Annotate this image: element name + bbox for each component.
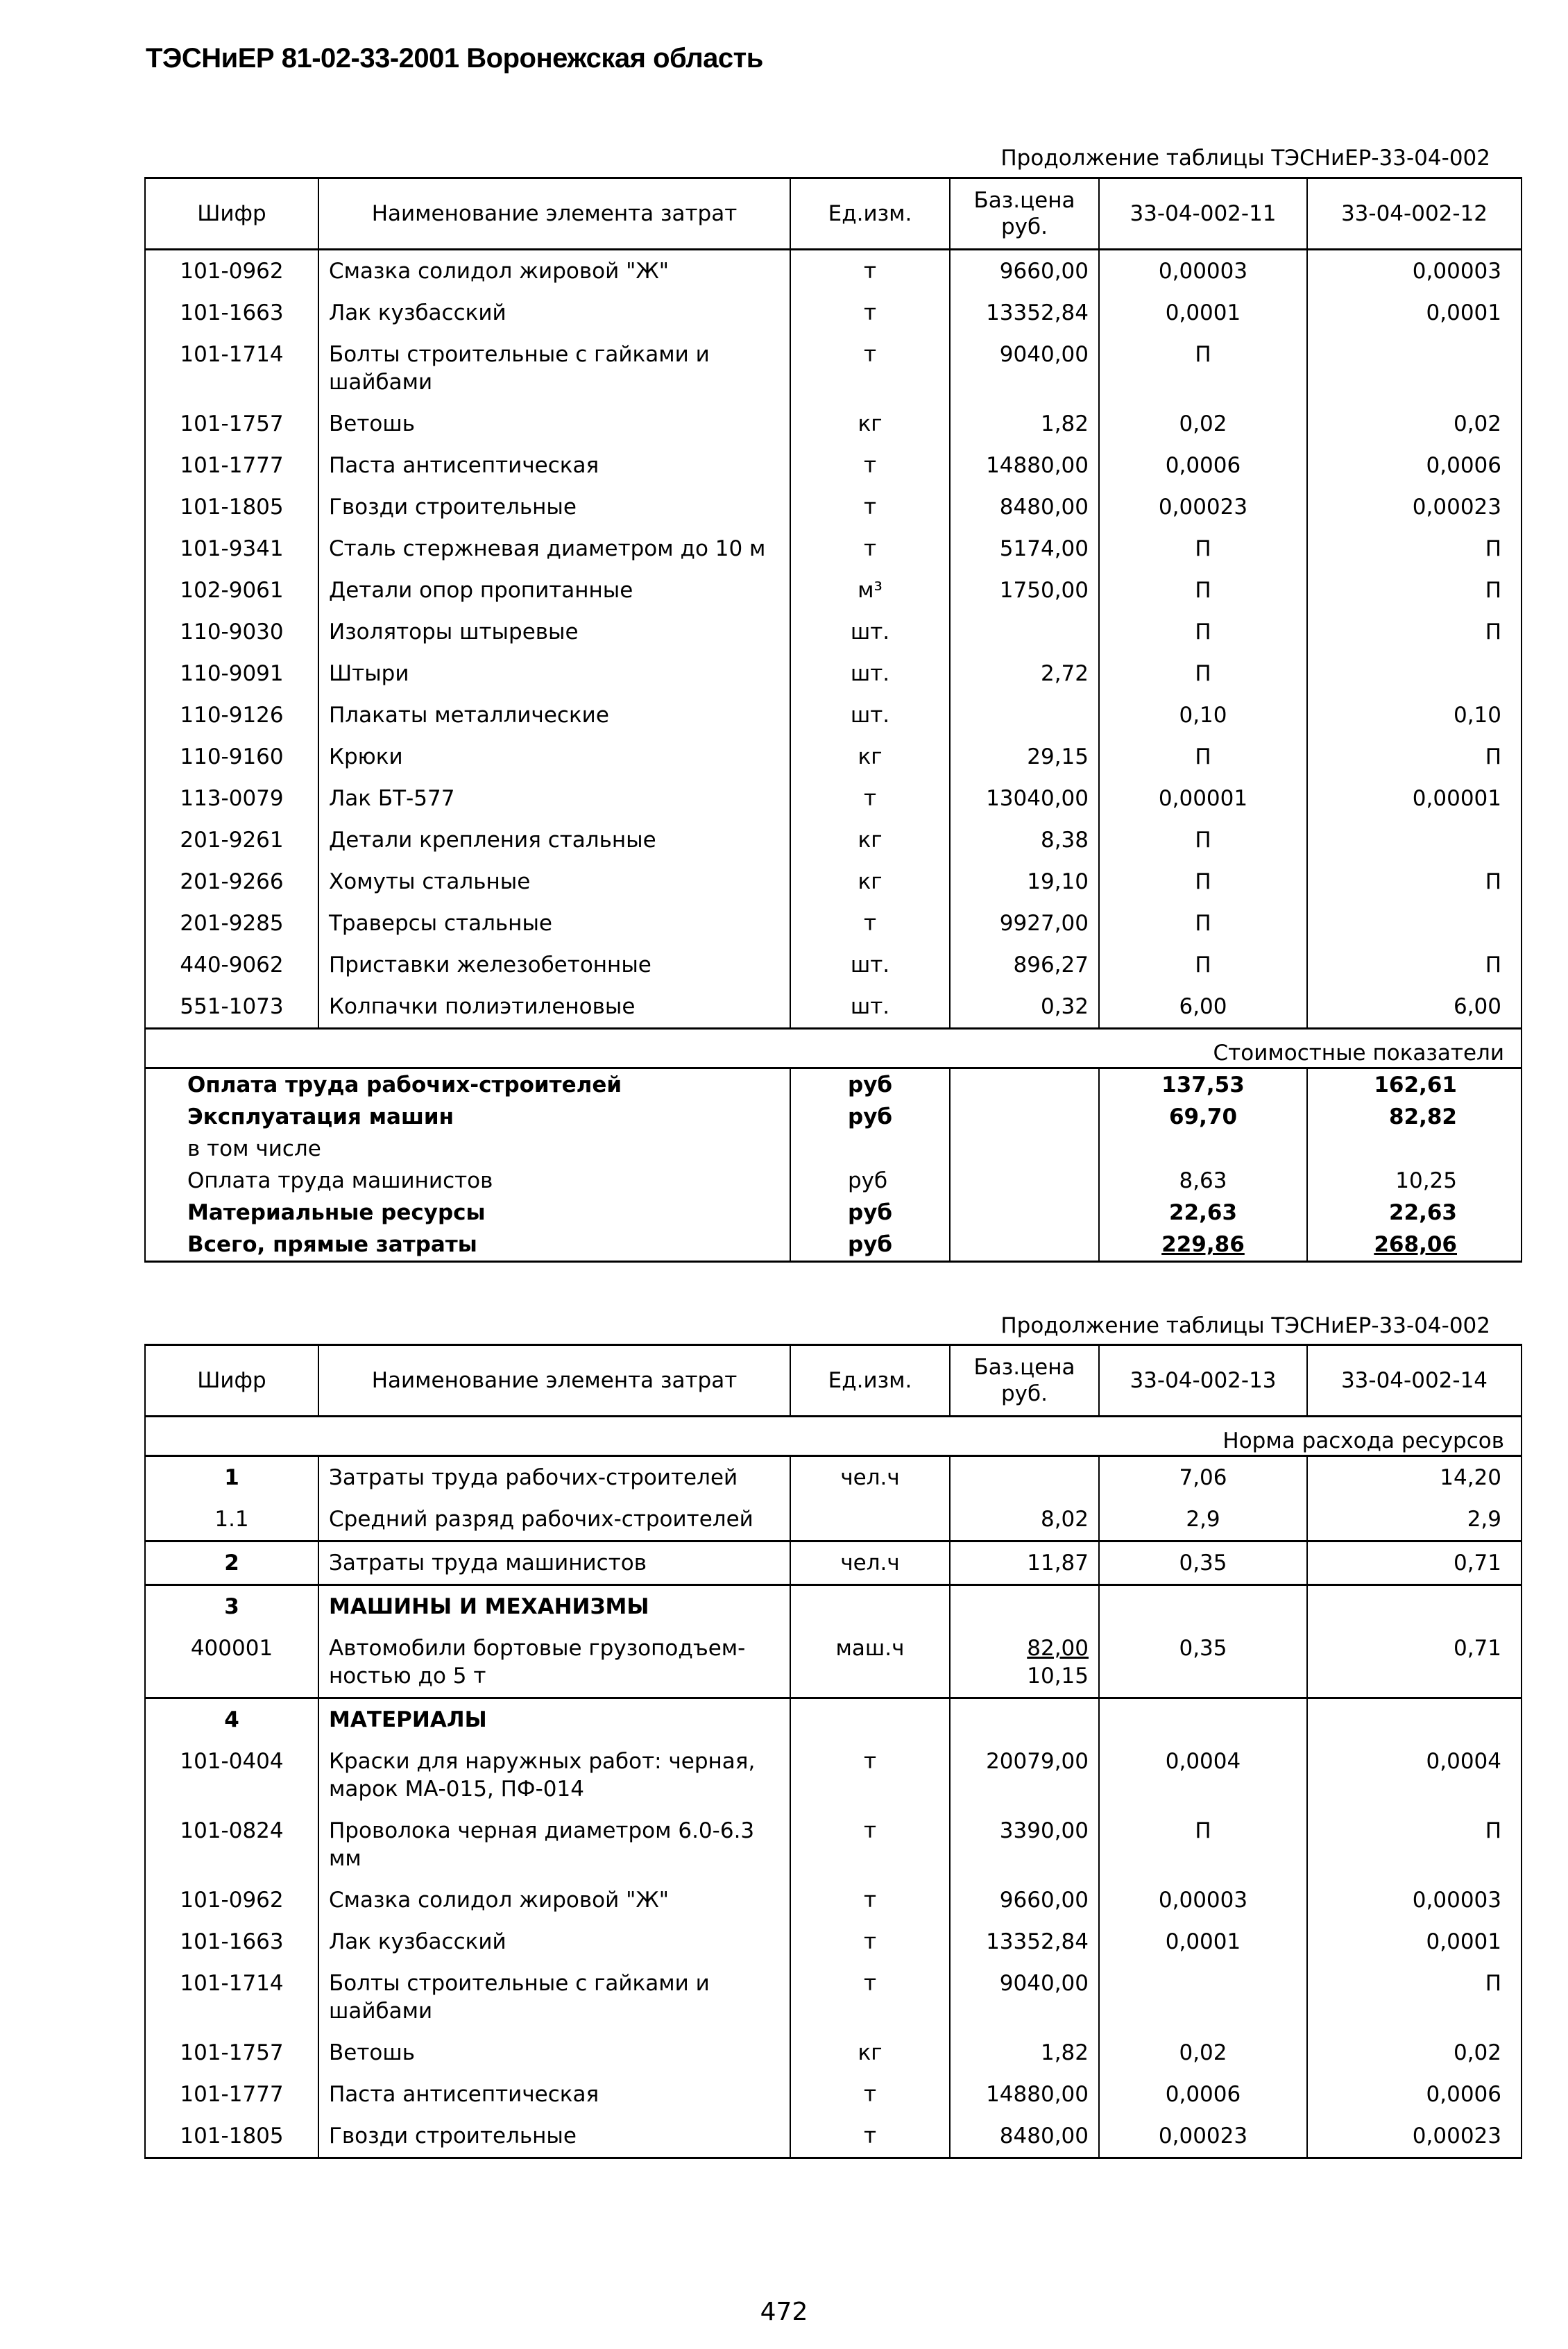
cell-code: 101-1757 bbox=[145, 2032, 318, 2074]
cell-code: 101-1757 bbox=[145, 403, 318, 445]
resource-table-2 bbox=[144, 1344, 1522, 2159]
cell-code: 201-9266 bbox=[145, 861, 318, 903]
cost-value-b bbox=[1307, 1133, 1522, 1165]
cell-name: Затраты труда машинистов bbox=[318, 1541, 790, 1585]
cell-price: 20079,00 bbox=[950, 1741, 1099, 1810]
header-price-line2: руб. bbox=[1001, 1381, 1048, 1406]
cell-value-a: 0,35 bbox=[1099, 1628, 1307, 1698]
cell-value-b bbox=[1307, 819, 1522, 861]
cell-value-a: 0,00023 bbox=[1099, 2115, 1307, 2158]
cell-value-b: 0,0006 bbox=[1307, 445, 1522, 486]
table-row bbox=[145, 819, 1522, 861]
cell-unit: т bbox=[790, 1963, 950, 2032]
cell-name: МАТЕРИАЛЫ bbox=[318, 1698, 790, 1741]
cell-value-b bbox=[1307, 1698, 1522, 1741]
cell-code: 1 bbox=[145, 1456, 318, 1499]
cell-value-b bbox=[1307, 334, 1522, 403]
cell-code: 101-1777 bbox=[145, 445, 318, 486]
cost-name: Материальные ресурсы bbox=[145, 1197, 790, 1229]
resource-table-1 bbox=[144, 177, 1522, 1263]
cell-price: 9040,00 bbox=[950, 334, 1099, 403]
cost-value-b: 10,25 bbox=[1307, 1165, 1522, 1197]
cost-name: Эксплуатация машин bbox=[145, 1101, 790, 1133]
table-row bbox=[145, 2032, 1522, 2074]
cell-value-a: 0,00003 bbox=[1099, 250, 1307, 293]
cell-value-a: 0,0004 bbox=[1099, 1741, 1307, 1810]
cell-code: 551-1073 bbox=[145, 986, 318, 1029]
cell-name: Автомобили бортовые грузоподъем-ностью до 5 т bbox=[318, 1628, 790, 1698]
cell-value-a: 0,10 bbox=[1099, 694, 1307, 736]
cell-unit: т bbox=[790, 486, 950, 528]
cell-price: 9660,00 bbox=[950, 1879, 1099, 1921]
cell-code: 101-0824 bbox=[145, 1810, 318, 1879]
cell-code: 101-0962 bbox=[145, 250, 318, 293]
table-row bbox=[145, 445, 1522, 486]
cell-code: 102-9061 bbox=[145, 570, 318, 611]
cell-value-a: 0,0001 bbox=[1099, 292, 1307, 334]
table-row bbox=[145, 1456, 1522, 1499]
cell-name: Лак кузбасский bbox=[318, 1921, 790, 1963]
cell-price bbox=[950, 1628, 1099, 1698]
cell-unit: шт. bbox=[790, 944, 950, 986]
cell-name: Ветошь bbox=[318, 403, 790, 445]
cell-price: 13352,84 bbox=[950, 292, 1099, 334]
table-header-row bbox=[145, 178, 1522, 250]
cell-value-a: 0,0006 bbox=[1099, 2074, 1307, 2115]
cell-value-a: П bbox=[1099, 653, 1307, 694]
cost-unit: руб bbox=[790, 1101, 950, 1133]
cell-price: 0,32 bbox=[950, 986, 1099, 1029]
cell-code: 201-9261 bbox=[145, 819, 318, 861]
cell-value-a: П bbox=[1099, 528, 1307, 570]
cell-value-b: П bbox=[1307, 611, 1522, 653]
cost-value-b: 82,82 bbox=[1307, 1101, 1522, 1133]
cell-price: 13040,00 bbox=[950, 778, 1099, 819]
cell-value-b: 0,00023 bbox=[1307, 486, 1522, 528]
cell-code: 3 bbox=[145, 1585, 318, 1628]
cell-unit: шт. bbox=[790, 986, 950, 1029]
cell-value-b: 0,00023 bbox=[1307, 2115, 1522, 2158]
cell-value-a: 2,9 bbox=[1099, 1498, 1307, 1541]
cell-price bbox=[950, 611, 1099, 653]
table-row bbox=[145, 2074, 1522, 2115]
cost-unit bbox=[790, 1133, 950, 1165]
cell-value-b: 0,0006 bbox=[1307, 2074, 1522, 2115]
cost-price bbox=[950, 1229, 1099, 1262]
cell-unit: кг bbox=[790, 861, 950, 903]
cell-value-b: 0,71 bbox=[1307, 1541, 1522, 1585]
table-row bbox=[145, 292, 1522, 334]
cell-price bbox=[950, 1585, 1099, 1628]
cell-name: Детали опор пропитанные bbox=[318, 570, 790, 611]
cell-unit: т bbox=[790, 903, 950, 944]
cell-unit: т bbox=[790, 292, 950, 334]
table-row bbox=[145, 1921, 1522, 1963]
cell-unit: чел.ч bbox=[790, 1456, 950, 1499]
cost-name: в том числе bbox=[145, 1133, 790, 1165]
cell-price: 9927,00 bbox=[950, 903, 1099, 944]
cell-value-a: 0,0006 bbox=[1099, 445, 1307, 486]
cell-unit: шт. bbox=[790, 694, 950, 736]
cell-code: 101-1663 bbox=[145, 1921, 318, 1963]
table-row bbox=[145, 1879, 1522, 1921]
cell-unit: кг bbox=[790, 736, 950, 778]
cell-code: 110-9030 bbox=[145, 611, 318, 653]
header-price bbox=[950, 1345, 1099, 1417]
cell-value-b: 0,71 bbox=[1307, 1628, 1522, 1698]
cost-value-a: 69,70 bbox=[1099, 1101, 1307, 1133]
table-row bbox=[145, 1963, 1522, 2032]
cell-code: 440-9062 bbox=[145, 944, 318, 986]
table-continuation-caption: Продолжение таблицы ТЭСНиЕР-33-04-002 bbox=[1000, 1313, 1490, 1338]
cell-code: 101-0404 bbox=[145, 1741, 318, 1810]
cell-unit: чел.ч bbox=[790, 1541, 950, 1585]
cost-unit: руб bbox=[790, 1229, 950, 1262]
cell-price: 11,87 bbox=[950, 1541, 1099, 1585]
cell-name: Затраты труда рабочих-строителей bbox=[318, 1456, 790, 1499]
table-continuation-caption: Продолжение таблицы ТЭСНиЕР-33-04-002 bbox=[1000, 146, 1490, 171]
table-row bbox=[145, 2115, 1522, 2158]
cell-price bbox=[950, 1456, 1099, 1499]
cell-unit: т bbox=[790, 528, 950, 570]
cell-value-b: 0,10 bbox=[1307, 694, 1522, 736]
cell-value-a: П bbox=[1099, 861, 1307, 903]
cell-unit: кг bbox=[790, 819, 950, 861]
cell-price: 3390,00 bbox=[950, 1810, 1099, 1879]
cell-unit: т bbox=[790, 445, 950, 486]
cost-unit: руб bbox=[790, 1068, 950, 1102]
cell-unit: шт. bbox=[790, 653, 950, 694]
header-code: Шифр bbox=[145, 178, 318, 250]
cell-value-b: П bbox=[1307, 944, 1522, 986]
section-label-row bbox=[145, 1029, 1522, 1068]
cell-name: Паста антисептическая bbox=[318, 445, 790, 486]
table-row bbox=[145, 570, 1522, 611]
cell-name: Лак кузбасский bbox=[318, 292, 790, 334]
cell-value-a: 0,0001 bbox=[1099, 1921, 1307, 1963]
cell-unit bbox=[790, 1585, 950, 1628]
table-row bbox=[145, 334, 1522, 403]
cell-price-line2: 10,15 bbox=[1027, 1664, 1089, 1689]
cell-value-a bbox=[1099, 1585, 1307, 1628]
cell-price: 8,38 bbox=[950, 819, 1099, 861]
cell-value-b: 2,9 bbox=[1307, 1498, 1522, 1541]
cost-row bbox=[145, 1101, 1522, 1133]
cost-price bbox=[950, 1165, 1099, 1197]
cell-unit: т bbox=[790, 1741, 950, 1810]
cell-name: Краски для наружных работ: черная, марок МА-015, ПФ-014 bbox=[318, 1741, 790, 1810]
cell-unit: т bbox=[790, 1921, 950, 1963]
cell-value-a: П bbox=[1099, 819, 1307, 861]
cell-name: Крюки bbox=[318, 736, 790, 778]
header-price-line1: Баз.цена bbox=[973, 1355, 1075, 1380]
cell-unit bbox=[790, 1698, 950, 1741]
cell-value-b bbox=[1307, 653, 1522, 694]
table-row bbox=[145, 1585, 1522, 1628]
cost-value-b: 22,63 bbox=[1307, 1197, 1522, 1229]
cell-name: Колпачки полиэтиленовые bbox=[318, 986, 790, 1029]
cell-value-b: П bbox=[1307, 570, 1522, 611]
cost-value-a bbox=[1099, 1133, 1307, 1165]
cell-code: 101-1777 bbox=[145, 2074, 318, 2115]
cell-name: Проволока черная диаметром 6.0-6.3 мм bbox=[318, 1810, 790, 1879]
cell-value-b: 0,0001 bbox=[1307, 1921, 1522, 1963]
cell-price: 19,10 bbox=[950, 861, 1099, 903]
table-row bbox=[145, 528, 1522, 570]
cell-value-a: 7,06 bbox=[1099, 1456, 1307, 1499]
cell-value-a: 6,00 bbox=[1099, 986, 1307, 1029]
cost-price bbox=[950, 1068, 1099, 1102]
cell-code: 1.1 bbox=[145, 1498, 318, 1541]
cell-price bbox=[950, 694, 1099, 736]
cell-value-a: П bbox=[1099, 570, 1307, 611]
cell-value-a: П bbox=[1099, 903, 1307, 944]
table-row bbox=[145, 944, 1522, 986]
header-col-b: 33-04-002-12 bbox=[1307, 178, 1522, 250]
cell-unit: кг bbox=[790, 403, 950, 445]
header-price-line2: руб. bbox=[1001, 214, 1048, 239]
cell-price-line1: 82,00 bbox=[1027, 1636, 1089, 1661]
cell-name: Сталь стержневая диаметром до 10 м bbox=[318, 528, 790, 570]
table-row bbox=[145, 1498, 1522, 1541]
table-row bbox=[145, 1541, 1522, 1585]
cell-price: 896,27 bbox=[950, 944, 1099, 986]
cell-code: 110-9160 bbox=[145, 736, 318, 778]
cell-code: 400001 bbox=[145, 1628, 318, 1698]
table-header-row bbox=[145, 1345, 1522, 1417]
cell-unit: кг bbox=[790, 2032, 950, 2074]
header-name: Наименование элемента затрат bbox=[318, 178, 790, 250]
cell-code: 101-1805 bbox=[145, 486, 318, 528]
cell-price bbox=[950, 1698, 1099, 1741]
table-row bbox=[145, 1698, 1522, 1741]
cell-unit: т bbox=[790, 778, 950, 819]
cell-value-b bbox=[1307, 1585, 1522, 1628]
page-number: 472 bbox=[760, 2298, 808, 2326]
cell-price: 14880,00 bbox=[950, 2074, 1099, 2115]
cell-value-b: П bbox=[1307, 1963, 1522, 2032]
table-row bbox=[145, 1628, 1522, 1698]
cell-code: 101-1714 bbox=[145, 1963, 318, 2032]
cell-value-a: 0,02 bbox=[1099, 403, 1307, 445]
header-unit: Ед.изм. bbox=[790, 178, 950, 250]
cell-value-b: 0,0004 bbox=[1307, 1741, 1522, 1810]
cell-name: Изоляторы штыревые bbox=[318, 611, 790, 653]
section-label: Стоимостные показатели bbox=[145, 1029, 1522, 1068]
cost-price bbox=[950, 1101, 1099, 1133]
cell-name: Средний разряд рабочих-строителей bbox=[318, 1498, 790, 1541]
table-row bbox=[145, 403, 1522, 445]
cell-price: 9040,00 bbox=[950, 1963, 1099, 2032]
cell-code: 4 bbox=[145, 1698, 318, 1741]
cell-code: 101-1805 bbox=[145, 2115, 318, 2158]
cell-unit: т bbox=[790, 2074, 950, 2115]
table-row bbox=[145, 903, 1522, 944]
cell-price: 1750,00 bbox=[950, 570, 1099, 611]
cell-unit: т bbox=[790, 250, 950, 293]
cost-value-b: 162,61 bbox=[1307, 1068, 1522, 1102]
cell-name: МАШИНЫ И МЕХАНИЗМЫ bbox=[318, 1585, 790, 1628]
cell-price: 1,82 bbox=[950, 403, 1099, 445]
cell-value-b bbox=[1307, 903, 1522, 944]
cell-name: Гвозди строительные bbox=[318, 2115, 790, 2158]
cost-row bbox=[145, 1229, 1522, 1262]
section-label-row bbox=[145, 1417, 1522, 1456]
table-row bbox=[145, 778, 1522, 819]
cell-value-a: П bbox=[1099, 736, 1307, 778]
cell-name: Смазка солидол жировой "Ж" bbox=[318, 250, 790, 293]
cell-value-b: 0,02 bbox=[1307, 403, 1522, 445]
cell-name: Смазка солидол жировой "Ж" bbox=[318, 1879, 790, 1921]
cell-value-b: П bbox=[1307, 736, 1522, 778]
cell-price: 29,15 bbox=[950, 736, 1099, 778]
header-price bbox=[950, 178, 1099, 250]
header-col-b: 33-04-002-14 bbox=[1307, 1345, 1522, 1417]
cell-name: Болты строительные с гайками и шайбами bbox=[318, 1963, 790, 2032]
cell-unit bbox=[790, 1498, 950, 1541]
cost-price bbox=[950, 1133, 1099, 1165]
cell-name: Паста антисептическая bbox=[318, 2074, 790, 2115]
cell-price: 14880,00 bbox=[950, 445, 1099, 486]
cell-code: 101-0962 bbox=[145, 1879, 318, 1921]
cell-name: Штыри bbox=[318, 653, 790, 694]
cell-code: 101-1663 bbox=[145, 292, 318, 334]
cost-name: Оплата труда машинистов bbox=[145, 1165, 790, 1197]
cell-value-b: 0,00003 bbox=[1307, 250, 1522, 293]
table-row bbox=[145, 861, 1522, 903]
cell-name: Плакаты металлические bbox=[318, 694, 790, 736]
cell-value-b: 0,00001 bbox=[1307, 778, 1522, 819]
cell-value-b: 6,00 bbox=[1307, 986, 1522, 1029]
cell-value-a: 0,35 bbox=[1099, 1541, 1307, 1585]
cell-code: 201-9285 bbox=[145, 903, 318, 944]
cell-name: Ветошь bbox=[318, 2032, 790, 2074]
cell-price: 8480,00 bbox=[950, 2115, 1099, 2158]
table-row bbox=[145, 986, 1522, 1029]
cost-value-b: 268,06 bbox=[1307, 1229, 1522, 1262]
cell-value-b: П bbox=[1307, 1810, 1522, 1879]
cost-price bbox=[950, 1197, 1099, 1229]
cell-price: 8480,00 bbox=[950, 486, 1099, 528]
cell-price: 9660,00 bbox=[950, 250, 1099, 293]
cell-unit: т bbox=[790, 2115, 950, 2158]
table-row bbox=[145, 653, 1522, 694]
header-code: Шифр bbox=[145, 1345, 318, 1417]
table-row bbox=[145, 1741, 1522, 1810]
cell-code: 110-9091 bbox=[145, 653, 318, 694]
cell-value-a: 0,00023 bbox=[1099, 486, 1307, 528]
cell-name: Болты строительные с гайками и шайбами bbox=[318, 334, 790, 403]
table-row bbox=[145, 1810, 1522, 1879]
document-title: ТЭСНиЕР 81-02-33-2001 Воронежская область bbox=[146, 43, 763, 74]
cell-value-a: П bbox=[1099, 334, 1307, 403]
cost-name: Оплата труда рабочих-строителей bbox=[145, 1068, 790, 1102]
header-col-a: 33-04-002-11 bbox=[1099, 178, 1307, 250]
cost-name: Всего, прямые затраты bbox=[145, 1229, 790, 1262]
cell-value-a: П bbox=[1099, 944, 1307, 986]
cell-unit: т bbox=[790, 334, 950, 403]
cell-code: 2 bbox=[145, 1541, 318, 1585]
cell-name: Хомуты стальные bbox=[318, 861, 790, 903]
cell-code: 113-0079 bbox=[145, 778, 318, 819]
cell-price: 5174,00 bbox=[950, 528, 1099, 570]
cell-value-a: 0,00003 bbox=[1099, 1879, 1307, 1921]
cell-value-b: 0,00003 bbox=[1307, 1879, 1522, 1921]
cost-value-a: 137,53 bbox=[1099, 1068, 1307, 1102]
cell-value-b: П bbox=[1307, 528, 1522, 570]
table-row bbox=[145, 694, 1522, 736]
cell-price: 2,72 bbox=[950, 653, 1099, 694]
cost-row bbox=[145, 1068, 1522, 1102]
cell-unit: т bbox=[790, 1879, 950, 1921]
cost-row bbox=[145, 1165, 1522, 1197]
cost-unit: руб bbox=[790, 1165, 950, 1197]
cell-unit: шт. bbox=[790, 611, 950, 653]
cell-value-a: 0,00001 bbox=[1099, 778, 1307, 819]
cell-price: 13352,84 bbox=[950, 1921, 1099, 1963]
cell-unit: м³ bbox=[790, 570, 950, 611]
cell-name: Детали крепления стальные bbox=[318, 819, 790, 861]
cell-unit: маш.ч bbox=[790, 1628, 950, 1698]
cell-value-a bbox=[1099, 1963, 1307, 2032]
cell-value-b: 0,02 bbox=[1307, 2032, 1522, 2074]
cost-value-a: 229,86 bbox=[1099, 1229, 1307, 1262]
table-row bbox=[145, 486, 1522, 528]
cost-row bbox=[145, 1197, 1522, 1229]
cell-value-a: П bbox=[1099, 1810, 1307, 1879]
cell-value-b: 14,20 bbox=[1307, 1456, 1522, 1499]
header-name: Наименование элемента затрат bbox=[318, 1345, 790, 1417]
cell-name: Траверсы стальные bbox=[318, 903, 790, 944]
cell-price: 8,02 bbox=[950, 1498, 1099, 1541]
table-row bbox=[145, 611, 1522, 653]
table-row bbox=[145, 736, 1522, 778]
cell-value-a: 0,02 bbox=[1099, 2032, 1307, 2074]
cost-value-a: 8,63 bbox=[1099, 1165, 1307, 1197]
cell-value-a: П bbox=[1099, 611, 1307, 653]
section-label: Норма расхода ресурсов bbox=[145, 1417, 1522, 1456]
cost-row bbox=[145, 1133, 1522, 1165]
cost-unit: руб bbox=[790, 1197, 950, 1229]
cell-price: 1,82 bbox=[950, 2032, 1099, 2074]
cell-code: 110-9126 bbox=[145, 694, 318, 736]
cell-name: Приставки железобетонные bbox=[318, 944, 790, 986]
cell-name: Лак БТ-577 bbox=[318, 778, 790, 819]
header-price-line1: Баз.цена bbox=[973, 188, 1075, 213]
cell-code: 101-1714 bbox=[145, 334, 318, 403]
header-unit: Ед.изм. bbox=[790, 1345, 950, 1417]
table-row bbox=[145, 250, 1522, 293]
cell-name: Гвозди строительные bbox=[318, 486, 790, 528]
cell-value-a bbox=[1099, 1698, 1307, 1741]
cell-value-b: П bbox=[1307, 861, 1522, 903]
cell-unit: т bbox=[790, 1810, 950, 1879]
cost-value-a: 22,63 bbox=[1099, 1197, 1307, 1229]
header-col-a: 33-04-002-13 bbox=[1099, 1345, 1307, 1417]
cell-value-b: 0,0001 bbox=[1307, 292, 1522, 334]
cell-code: 101-9341 bbox=[145, 528, 318, 570]
